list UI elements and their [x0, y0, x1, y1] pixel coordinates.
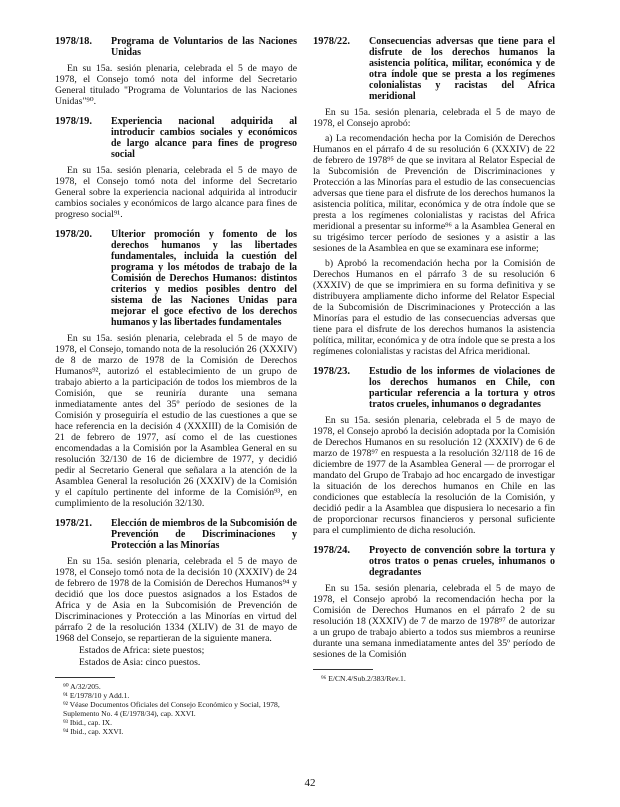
page-number: 42 — [304, 777, 316, 789]
decision-paragraph: b) Aprobó la recomendación hecha por la Comisión de Derechos Humanos en el párrafo 3 de su resolución 6 (XXXIV) de que se imprimiera en su forma definitiva y se distribuyera ampliamente dicho informe del Relator Especial de la Subcomisión de Discriminaciones y Protección a las Minorías para el estudio de las consecuencias adversas que tiene para el disfrute de los derechos humanos la asistencia política, militar, económica y de otra índole que se presta a los regímenes colonialistas y racistas del Africa meridional. — [313, 258, 555, 357]
decision-title: Ulterior promoción y fomento de los derechos humanos y las libertades fundamentales, incluida la cuestión del programa y los métodos de trabajo de la Comisión de Derechos Humanos: distintos criterios y medios posibles dentro del sistema de las Naciones Unidas para mejorar el goce efectivo de los derechos humanos y las libertades fundamentales — [111, 229, 297, 328]
decision-paragraph: En su 15a. sesión plenaria, celebrada el 5 de mayo de 1978, el Consejo tomó nota del informe del Secretario General sobre la experiencia nacional adquirida al introducir cambios sociales y económicos de largo alcance para fines de progreso social⁹¹. — [55, 165, 297, 220]
decision-entry — [55, 229, 297, 509]
allocation-item: Estados de Africa: siete puestos; — [79, 645, 205, 656]
footnote: ⁹¹ E/1978/10 y Add.1. — [63, 691, 130, 700]
decision-title: Experiencia nacional adquirida al introducir cambios sociales y económicos de largo alcance para fines de progreso social — [111, 116, 297, 160]
decision-paragraph: En su 15a. sesión plenaria, celebrada el 5 de mayo de 1978, el Consejo aprobó la decisión adoptada por la Comisión de Derechos Humanos en su resolución 12 (XXXIV) de 6 de marzo de 1978⁹⁷ en respuesta a la resolución 32/118 de 16 de diciembre de 1977 de la Asamblea General — de prorrogar el mandato del Grupo de Trabajo ad hoc encargado de investigar la situación de los derechos humanos en Chile en las condiciones que establecía la resolución de la Comisión, y decidió pedir a la Asamblea que dispusiera lo necesario a fin de proporcionar recursos financieros y personal suficiente para el cumplimiento de dicha resolución. — [313, 415, 555, 536]
decision-entry — [313, 545, 555, 660]
allocation-item: Estados de Asia: cinco puestos. — [79, 657, 201, 668]
footnote: ⁹⁰ A/32/205. — [63, 682, 101, 691]
decision-entry — [55, 36, 297, 107]
decision-paragraph: En su 15a. sesión plenaria, celebrada el 5 de mayo de 1978, el Consejo aprobó la recomendación hecha por la Comisión de Derechos Humanos en el párrafo 2 de su resolución 18 (XXXIV) de 7 de marzo de 1978⁹⁷ de autorizar a un grupo de trabajo abierto a todos sus miembros a reunirse durante una semana inmediatamente antes del 35º período de sesiones de la Comisión — [313, 583, 555, 660]
decision-paragraph: En su 15a. sesión plenaria, celebrada el 5 de mayo de 1978, el Consejo, tomando nota de la resolución 26 (XXXIV) de 8 de marzo de 1978 de la Comisión de Derechos Humanos⁹², autorizó el establecimiento de un grupo de trabajo abierto a la participación de todos los miembros de la Comisión, que se reuniría durante una semana inmediatamente antes del 35º período de sesiones de la Comisión y proseguiría el estudio de las cuestiones a que se hace referencia en la decisión 4 (XXXIII) de la Comisión de 21 de febrero de 1977, así como el de las cuestiones encomendadas a la Comisión por la Asamblea General en su resolución 32/130 de 16 de diciembre de 1977, y decidió pedir al Secretario General que señalara a la atención de la Asamblea General la resolución 26 (XXXIV) de la Comisión y el capítulo pertinente del informe de la Comisión⁹³, en cumplimiento de la resolución 32/130. — [55, 333, 297, 509]
decision-number: 1978/20. — [55, 229, 93, 240]
decision-number: 1978/21. — [55, 518, 93, 529]
decision-number: 1978/24. — [313, 545, 351, 556]
decision-title: Estudio de los informes de violaciones de los derechos humanos en Chile, con particular referencia a la tortura y otros tratos crueles, inhumanos o degradantes — [369, 366, 555, 410]
footnote: ⁹⁶ E/CN.4/Sub.2/383/Rev.1. — [321, 674, 406, 683]
decision-entry — [55, 518, 297, 668]
footnote: ⁹⁴ Ibid., cap. XXVI. — [63, 727, 124, 736]
decision-title: Proyecto de convención sobre la tortura y otros tratos o penas crueles, inhumanos o degradantes — [369, 545, 555, 578]
decision-paragraph: En su 15a. sesión plenaria, celebrada el 5 de mayo de 1978, el Consejo aprobó: — [313, 107, 555, 129]
decision-number: 1978/23. — [313, 366, 351, 377]
decision-entry — [313, 366, 555, 536]
decision-number: 1978/22. — [313, 36, 351, 47]
left-column — [55, 36, 297, 736]
decision-entry — [55, 116, 297, 220]
footnote-divider — [55, 677, 115, 678]
decision-title: Programa de Voluntarios de las Naciones Unidas — [111, 36, 297, 58]
decision-paragraph: En su 15a. sesión plenaria, celebrada el 5 de mayo de 1978, el Consejo tomó nota de la decisión 10 (XXXIV) de 24 de febrero de 1978 de la Comisión de Derechos Humanos⁹⁴ y decidió que los doce puestos asignados a los Estados de Africa y de Asia en la Subcomisión de Prevención de Discriminaciones y Protección a las Minorías en virtud del párrafo 2 de la resolución 1334 (XLIV) de 31 de mayo de 1968 del Consejo, se repartieran de la siguiente manera. — [55, 556, 297, 644]
right-column — [313, 36, 555, 683]
decision-title: Elección de miembros de la Subcomisión de Prevención de Discriminaciones y Protección a las Minorías — [111, 518, 297, 551]
footnote: ⁹² Véase Documentos Oficiales del Consejo Económico y Social, 1978, Suplemento No. 4 (E/1978/34), cap. XXVI. — [63, 700, 280, 718]
decision-paragraph: En su 15a. sesión plenaria, celebrada el 5 de mayo de 1978, el Consejo tomó nota del informe del Secretario General titulado "Programa de Voluntarios de las Naciones Unidas"⁹⁰. — [55, 63, 297, 107]
decision-paragraph: a) La recomendación hecha por la Comisión de Derechos Humanos en el párrafo 4 de su resolución 6 (XXXIV) de 22 de febrero de 1978⁹⁵ de que se invitara al Relator Especial de la Subcomisión de Prevención de Discriminaciones y Protección a las Minorías para el estudio de las consecuencias adversas que tiene para el disfrute de los derechos humanos la asistencia política, militar, económica y de otra índole que se presta a los regímenes colonialistas y racistas del Africa meridional a presentar su informe⁹⁶ a la Asamblea General en su trigésimo tercer período de sesiones y a asistir a las sesiones de la Asamblea en que se examinara ese informe; — [313, 133, 555, 254]
footnote: ⁹³ Ibid., cap. IX. — [63, 718, 112, 727]
decision-number: 1978/18. — [55, 36, 93, 47]
decision-title: Consecuencias adversas que tiene para el disfrute de los derechos humanos la asistencia política, militar, económica y de otra índole que se presta a los regímenes colonialistas y racistas del Africa meridional — [369, 36, 555, 102]
footnote-divider — [313, 669, 373, 670]
decision-entry — [313, 36, 555, 357]
decision-number: 1978/19. — [55, 116, 93, 127]
